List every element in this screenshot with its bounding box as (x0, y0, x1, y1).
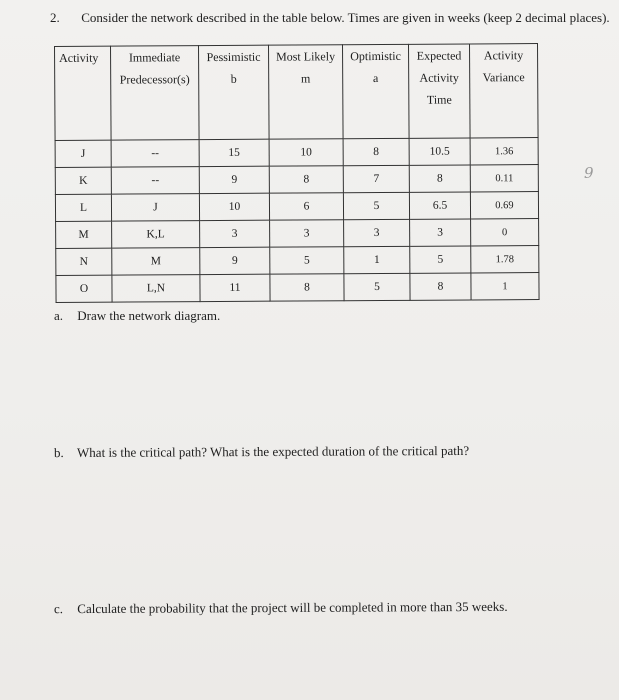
table-cell: 6.5 (409, 192, 470, 219)
table-cell: 9 (200, 247, 270, 274)
table-cell: K (55, 167, 111, 194)
table-cell: 10 (199, 193, 269, 220)
column-header (199, 45, 270, 139)
table-body (55, 138, 539, 303)
table-cell: -- (111, 167, 199, 195)
table-cell: O (56, 275, 112, 302)
column-header (55, 46, 112, 140)
column-header (111, 46, 200, 141)
column-header-line: Pessimistic (206, 49, 261, 65)
column-header (342, 44, 409, 138)
table-cell: 8 (343, 138, 409, 165)
part-a-text: Draw the network diagram. (77, 308, 221, 323)
column-header-line: Most Likely (276, 49, 336, 64)
table-cell: J (55, 140, 111, 167)
table-cell: 0.69 (470, 192, 538, 219)
table-cell: 9 (199, 166, 269, 193)
part-c-letter: c. (53, 601, 64, 617)
table-cell: 0.11 (470, 165, 538, 192)
table-row (56, 273, 539, 303)
column-header-line: Activity (483, 48, 524, 63)
table-cell: 3 (270, 220, 344, 247)
part-c (54, 599, 508, 617)
column-header-line: b (230, 71, 237, 86)
table-cell: 5 (270, 247, 344, 274)
column-header (469, 44, 538, 138)
table-cell: M (112, 248, 200, 276)
column-header-line: Immediate (128, 50, 181, 65)
table-row (55, 192, 538, 222)
column-header-line: Activity (59, 50, 99, 65)
column-header-line: Variance (482, 70, 525, 85)
table-cell: M (56, 221, 112, 248)
table-cell: 8 (410, 273, 471, 300)
part-c-text: Calculate the probability that the project will be completed in more than 35 weeks. (77, 598, 508, 617)
column-header-line: Time (426, 92, 452, 107)
table-cell: 1 (344, 246, 410, 273)
part-b (54, 443, 469, 461)
column-header-line: Expected (416, 48, 462, 63)
table-cell: J (111, 194, 199, 222)
table-cell: 0 (471, 219, 539, 246)
column-header-line: Predecessor(s) (119, 72, 190, 87)
table-cell: 8 (270, 274, 344, 301)
table-cell: 1.78 (471, 246, 539, 273)
table-row (55, 138, 538, 168)
table-cell: 3 (344, 219, 410, 246)
table-cell: K,L (112, 221, 200, 249)
question-text: Consider the network described in the table below. Times are given in weeks (keep 2 decimal places). (81, 10, 610, 25)
column-header (268, 45, 343, 139)
part-b-letter: b. (53, 445, 64, 461)
table-cell: N (56, 248, 112, 275)
question-header (50, 10, 610, 26)
pencil-annotation: 9 (584, 164, 594, 182)
table-cell: 3 (410, 219, 471, 246)
table-header-row (55, 44, 539, 141)
table-cell: 11 (200, 274, 270, 301)
table-cell: 7 (343, 165, 409, 192)
table-cell: 5 (343, 192, 409, 219)
table-row (56, 246, 539, 276)
table-row (56, 219, 539, 249)
activity-table (54, 43, 540, 303)
part-b-text: What is the critical path? What is the expected duration of the critical path? (76, 442, 470, 460)
table-cell: 3 (200, 220, 270, 247)
table-cell: 1.36 (470, 138, 538, 165)
table-cell: 1 (471, 273, 539, 300)
part-a (54, 308, 220, 324)
table-cell: -- (111, 140, 199, 168)
activity-table-wrapper (54, 43, 539, 303)
table-cell: 8 (269, 166, 343, 193)
question-number: 2. (50, 10, 60, 25)
part-a-letter: a. (54, 308, 64, 323)
table-cell: 10 (269, 139, 343, 166)
column-header (408, 44, 470, 138)
table-cell: 6 (269, 193, 343, 220)
table-cell: 8 (409, 165, 470, 192)
column-header-line: Activity (419, 70, 459, 85)
column-header-line: a (372, 71, 379, 86)
table-cell: L (55, 194, 111, 221)
table-cell: 15 (199, 139, 269, 166)
column-header-line: m (300, 71, 311, 86)
table-cell: 5 (344, 273, 410, 300)
table-row (55, 165, 538, 195)
table-cell: 5 (410, 246, 471, 273)
table-cell: 10.5 (409, 138, 470, 165)
column-header-line: Optimistic (350, 48, 401, 64)
table-cell: L,N (112, 275, 200, 303)
